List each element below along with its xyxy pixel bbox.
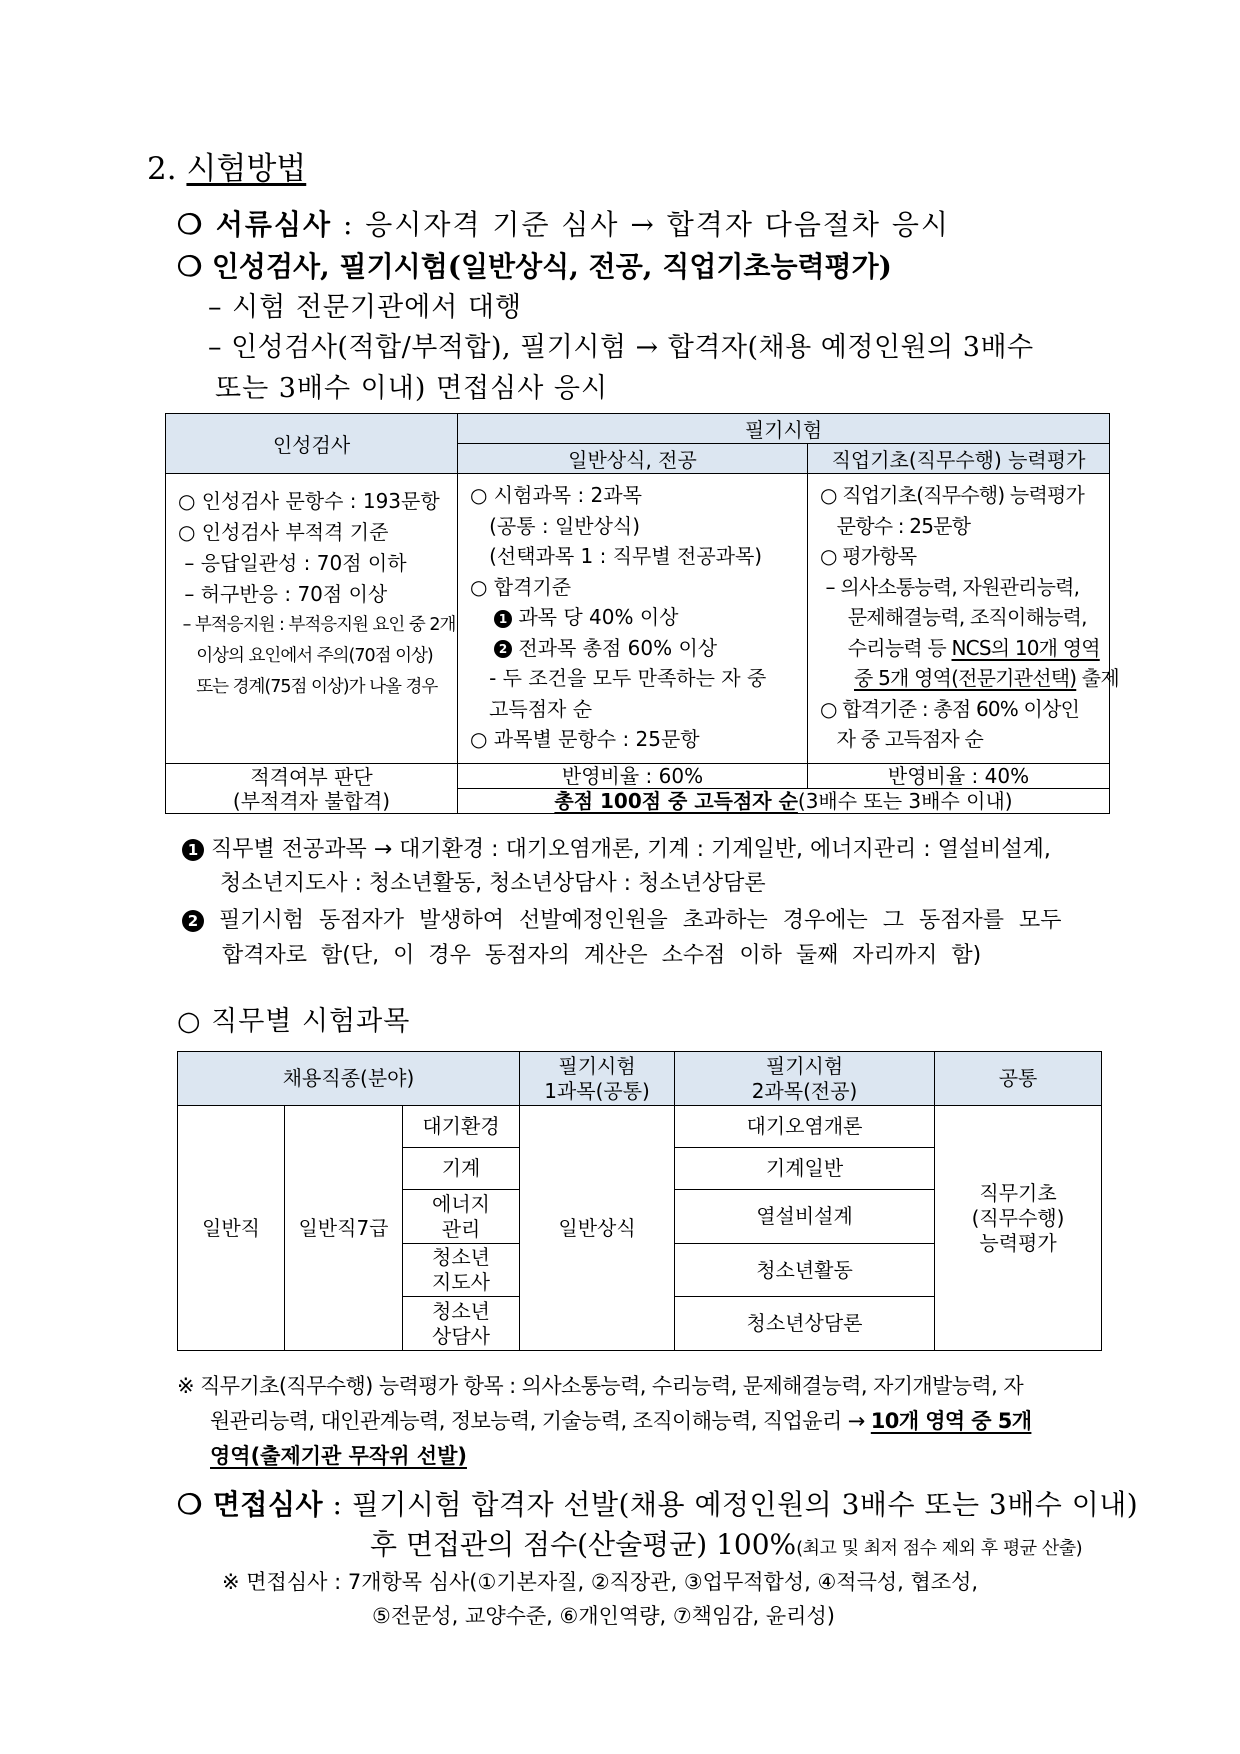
interview-note-1: ※ 면접심사 : 7개항목 심사(①기본자질, ②직장관, ③업무적합성, ④적극성, 협조성, (222, 1570, 979, 1594)
c2-line: ○ 합격기준 (470, 574, 572, 599)
ncs-note-b (210, 1405, 1031, 1435)
f1a: 적격여부 판단 (250, 764, 373, 789)
c3-line: 문제해결능력, 조직이해능력, (820, 605, 1087, 629)
c1-line: – 허구반응 : 70점 이상 (178, 582, 388, 606)
cell-personality (166, 474, 458, 764)
note-2 (182, 903, 1062, 934)
interview-text1: : 필기시험 합격자 선발(채용 예정인원의 3배수 또는 3배수 이내) (323, 1488, 1139, 1521)
number-2-icon: 2 (494, 640, 512, 658)
c3-l7a: 중 5개 영역(전문기관선택) (854, 666, 1077, 690)
c2-criterion-2 (470, 633, 797, 664)
written-title: 인성검사, 필기시험(일반상식, 전공, 직업기초능력평가) (211, 250, 892, 283)
exam-method-table (165, 413, 1119, 814)
header-personality: 인성검사 (166, 414, 458, 474)
number-1-icon: 1 (182, 839, 204, 861)
f1b: (부적격자 불합격) (232, 788, 391, 813)
field-cell: 기계 (403, 1148, 520, 1190)
c3-l6b: NCS의 10개 영역 (951, 635, 1100, 660)
footer-ncs-ratio: 반영비율 : 40% (808, 764, 1110, 789)
field-cell: 에너지 관리 (403, 1190, 520, 1244)
section-heading (147, 143, 306, 188)
header-field: 채용직종(분야) (178, 1052, 520, 1106)
c3-l7b: 출제 (1076, 666, 1119, 690)
interview-text2-small: (최고 및 최저 점수 제외 후 평균 산출) (796, 1538, 1083, 1559)
job-type: 일반직 (178, 1106, 285, 1351)
written-sub1: – 시험 전문기관에서 대행 (208, 292, 523, 323)
footer-total (458, 789, 1110, 814)
ncs-note-c: 영역(출제기관 무작위 선발) (210, 1444, 467, 1468)
note-1a: 직무별 전공과목 → 대기환경 : 대기오염개론, 기계 : 기계일반, 에너지관리 : 열설비설계, (211, 837, 1051, 862)
c2-line: (공통 : 일반상식) (470, 513, 641, 538)
f4-bold: 총점 100점 중 고득점자 순 (554, 789, 798, 813)
number-1-icon: 1 (494, 610, 512, 628)
subjects-table (177, 1051, 1102, 1351)
c3-line: 자 중 고득점자 순 (820, 727, 983, 751)
cell-general (458, 474, 808, 764)
c2-n1-text: 과목 당 40% 이상 (518, 605, 679, 629)
header-common: 공통 (935, 1052, 1102, 1106)
doc-review-text: : 응시자격 기준 심사 → 합격자 다음절차 응시 (332, 208, 950, 241)
written-sub2a: – 인성검사(적합/부적합), 필기시험 → 합격자(채용 예정인원의 3배수 (208, 332, 1034, 363)
header-general: 일반상식, 전공 (458, 444, 808, 474)
f4-rest: (3배수 또는 3배수 이내) (797, 789, 1013, 813)
c2-line: ○ 과목별 문항수 : 25문항 (470, 727, 700, 751)
c3-line-ncs (820, 633, 1099, 664)
bullet-circle-icon: ❍ (177, 1488, 213, 1521)
c2-line: 고득점자 순 (470, 696, 593, 721)
header-ncs: 직업기초(직무수행) 능력평가 (808, 444, 1110, 474)
header-written-1 (520, 1052, 675, 1106)
bullet-circle-icon: ❍ (177, 208, 216, 241)
h-w2b: 2과목(전공) (751, 1078, 858, 1103)
field-cell: 청소년 상담사 (403, 1297, 520, 1351)
c1-small-line: 또는 경계(75점 이상)가 나올 경우 (178, 677, 438, 697)
c2-criterion-1 (470, 602, 797, 633)
h-w1b: 1과목(공통) (544, 1078, 650, 1103)
c2-line: (선택과목 1 : 직무별 전공과목) (470, 544, 763, 568)
c3-line: ○ 합격기준 : 총점 60% 이상인 (820, 696, 1080, 721)
header-written: 필기시험 (458, 414, 1110, 444)
number-2-icon: 2 (182, 910, 204, 932)
field-cell: 대기환경 (403, 1106, 520, 1148)
ncs-note-a: ※ 직무기초(직무수행) 능력평가 항목 : 의사소통능력, 수리능력, 문제해결능력, 자기개발능력, 자 (177, 1374, 1024, 1398)
c3-l6a: 수리능력 등 (820, 635, 952, 660)
c2-line: - 두 조건을 모두 만족하는 자 중 (470, 666, 767, 690)
header-written-2 (675, 1052, 935, 1106)
c1-small-line: – 부적응지원 : 부적응지원 요인 중 2개 (178, 615, 456, 635)
c2-line: ○ 시험과목 : 2과목 (470, 483, 642, 507)
bullet-circle-icon: ❍ (177, 250, 212, 283)
note-1b: 청소년지도사 : 청소년활동, 청소년상담사 : 청소년상담론 (220, 871, 766, 896)
interview-text2: 후 면접관의 점수(산술평균) 100% (370, 1528, 797, 1561)
interview-label: 면접심사 (212, 1488, 324, 1521)
field-cell: 청소년 지도사 (403, 1244, 520, 1297)
interview-note-2: ⑤전문성, 교양수준, ⑥개인역량, ⑦책임감, 윤리성) (372, 1604, 835, 1628)
common-subject: 일반상식 (520, 1106, 675, 1351)
interview-line (177, 1483, 1138, 1523)
ncs-note-b1: 원관리능력, 대인관계능력, 정보능력, 기술능력, 조직이해능력, 직업윤리 → (210, 1409, 871, 1433)
footer-personality (166, 764, 458, 814)
common-column: 직무기초 (직무수행) 능력평가 (935, 1106, 1102, 1351)
written-sub2b: 또는 3배수 이내) 면접심사 응시 (215, 373, 609, 404)
ncs-note-b2: 10개 영역 중 5개 (870, 1409, 1032, 1433)
c1-line: – 응답일관성 : 70점 이하 (178, 551, 407, 575)
c3-line: – 의사소통능력, 자원관리능력, (820, 574, 1080, 599)
written-title-line (177, 245, 892, 285)
note-2a: 필기시험 동점자가 발생하여 선발예정인원을 초과하는 경우에는 그 동점자를 모두 (219, 908, 1062, 933)
doc-review-line (177, 203, 950, 243)
h-w2a: 필기시험 (765, 1053, 844, 1078)
doc-review-label: 서류심사 (215, 208, 333, 241)
h-w1a: 필기시험 (558, 1053, 636, 1078)
c3-line: ○ 직업기초(직무수행) 능력평가 (820, 483, 1085, 507)
note-1 (182, 832, 1051, 863)
subject-cell: 대기오염개론 (675, 1106, 935, 1148)
cell-ncs (808, 474, 1119, 764)
section-title: 시험방법 (186, 151, 307, 187)
c3-line: 문항수 : 25문항 (820, 513, 971, 538)
c3-line-5areas (820, 663, 1119, 694)
subject-cell: 기계일반 (675, 1148, 935, 1190)
c1-line: ○ 인성검사 부적격 기준 (178, 520, 389, 544)
subject-cell: 청소년활동 (675, 1244, 935, 1297)
c1-line: ○ 인성검사 문항수 : 193문항 (178, 489, 440, 513)
subject-cell: 열설비설계 (675, 1190, 935, 1244)
subject-cell: 청소년상담론 (675, 1297, 935, 1351)
interview-line-2 (370, 1523, 1082, 1563)
c2-n2-text: 전과목 총점 60% 이상 (518, 635, 718, 660)
section-number: 2. (147, 151, 177, 187)
c1-small-line: 이상의 요인에서 주의(70점 이상) (178, 646, 433, 666)
job-grade: 일반직7급 (285, 1106, 403, 1351)
footer-general-ratio: 반영비율 : 60% (458, 764, 808, 789)
note-2b: 합격자로 함(단, 이 경우 동점자의 계산은 소수점 이하 둘째 자리까지 함) (222, 943, 982, 968)
subjects-heading: ○ 직무별 시험과목 (177, 1006, 411, 1037)
c3-line: ○ 평가항목 (820, 544, 917, 568)
